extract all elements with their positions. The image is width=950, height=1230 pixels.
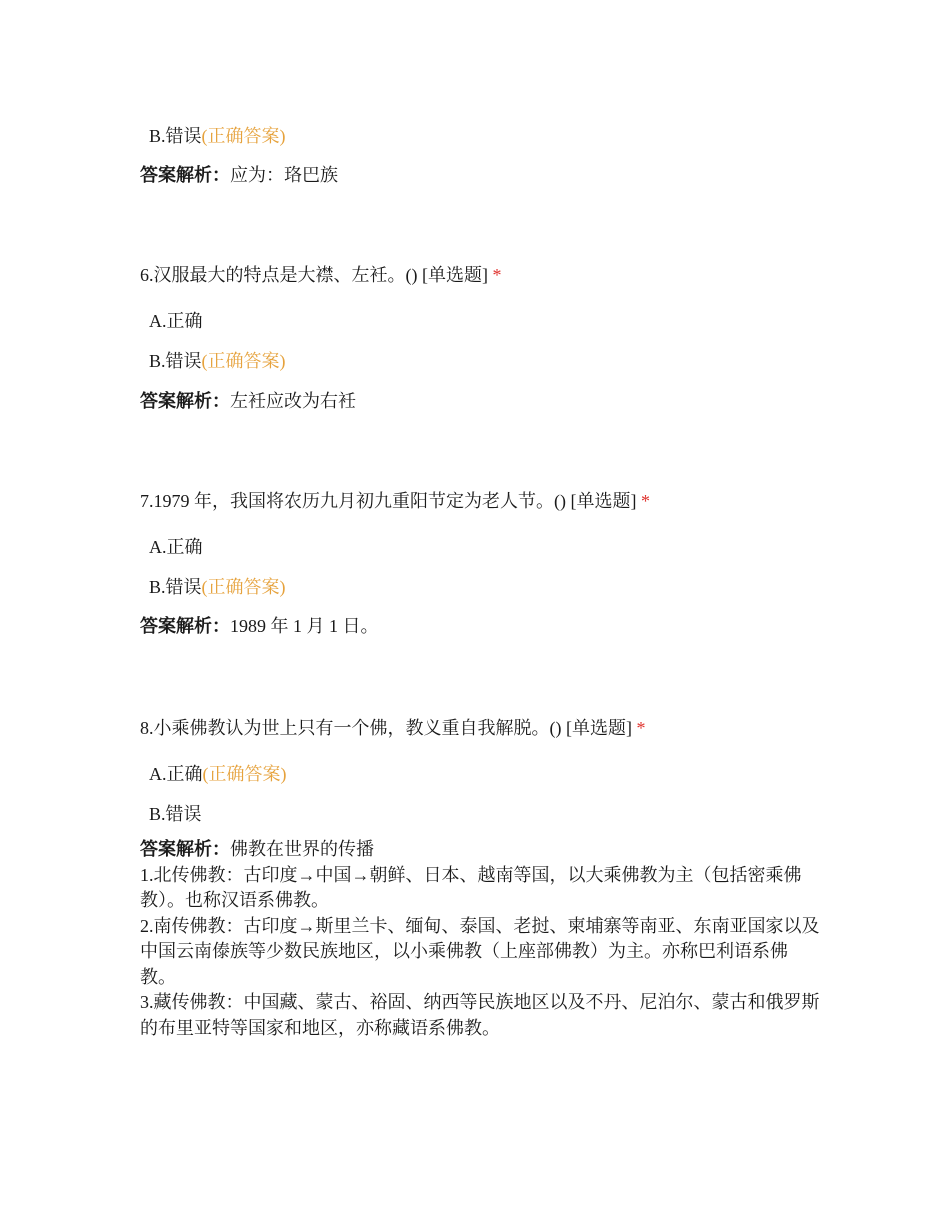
q6-analysis — [140, 387, 356, 413]
question-text: 7.1979 年，我国将农历九月初九重阳节定为老人节。() [单选题] — [140, 491, 637, 511]
analysis-label: 答案解析： — [140, 616, 230, 636]
analysis-label: 答案解析： — [140, 391, 230, 411]
correct-answer-tag: (正确答案) — [201, 351, 286, 371]
analysis-line: 2.南传佛教：古印度→斯里兰卡、缅甸、泰国、老挝、柬埔寨等南亚、东南亚国家以及中国云南傣族等少数民族地区，以小乘佛教（上座部佛教）为主。亦称巴利语系佛教。 — [140, 915, 820, 987]
option-label: B.错误 — [149, 126, 202, 146]
analysis-text: 1989 年 1 月 1 日。 — [230, 616, 379, 636]
option-label: B.错误 — [149, 577, 202, 597]
option-label: B.错误 — [149, 804, 202, 824]
required-mark: * — [636, 718, 646, 738]
option-label: A.正确 — [149, 537, 203, 557]
analysis-line: 3.藏传佛教：中国藏、蒙古、裕固、纳西等民族地区以及不丹、尼泊尔、蒙古和俄罗斯的布里亚特等国家和地区，亦称藏语系佛教。 — [140, 992, 820, 1038]
correct-answer-tag: (正确答案) — [201, 126, 286, 146]
option-label: A.正确 — [149, 311, 203, 331]
correct-answer-tag: (正确答案) — [201, 577, 286, 597]
q8-option-b[interactable] — [149, 800, 202, 826]
question-text: 6.汉服最大的特点是大襟、左衽。() [单选题] — [140, 265, 488, 285]
analysis-heading — [140, 837, 820, 863]
q7-option-a[interactable] — [149, 533, 203, 559]
analysis-line: 1.北传佛教：古印度→中国→朝鲜、日本、越南等国，以大乘佛教为主（包括密乘佛教）。也称汉语系佛教。 — [140, 864, 802, 910]
analysis-label: 答案解析： — [140, 839, 230, 859]
option-label: A.正确 — [149, 764, 203, 784]
option-label: B.错误 — [149, 351, 202, 371]
q6-question — [140, 261, 501, 287]
q7-option-b[interactable] — [149, 573, 286, 599]
q6-option-a[interactable] — [149, 307, 203, 333]
analysis-text: 左衽应改为右衽 — [230, 391, 356, 411]
required-mark: * — [492, 265, 502, 285]
correct-answer-tag: (正确答案) — [202, 764, 287, 784]
analysis-label: 答案解析： — [140, 165, 230, 185]
analysis-title: 佛教在世界的传播 — [230, 839, 374, 859]
question-text: 8.小乘佛教认为世上只有一个佛，教义重自我解脱。() [单选题] — [140, 718, 632, 738]
q7-analysis — [140, 612, 379, 638]
q8-question — [140, 714, 645, 740]
q7-question — [140, 487, 650, 513]
q8-option-a[interactable] — [149, 760, 287, 786]
q6-option-b[interactable] — [149, 347, 286, 373]
q8-analysis — [140, 837, 820, 1041]
q5-option-b[interactable] — [149, 122, 286, 148]
analysis-text: 应为：珞巴族 — [230, 165, 338, 185]
q5-analysis — [140, 161, 338, 187]
required-mark: * — [640, 491, 650, 511]
